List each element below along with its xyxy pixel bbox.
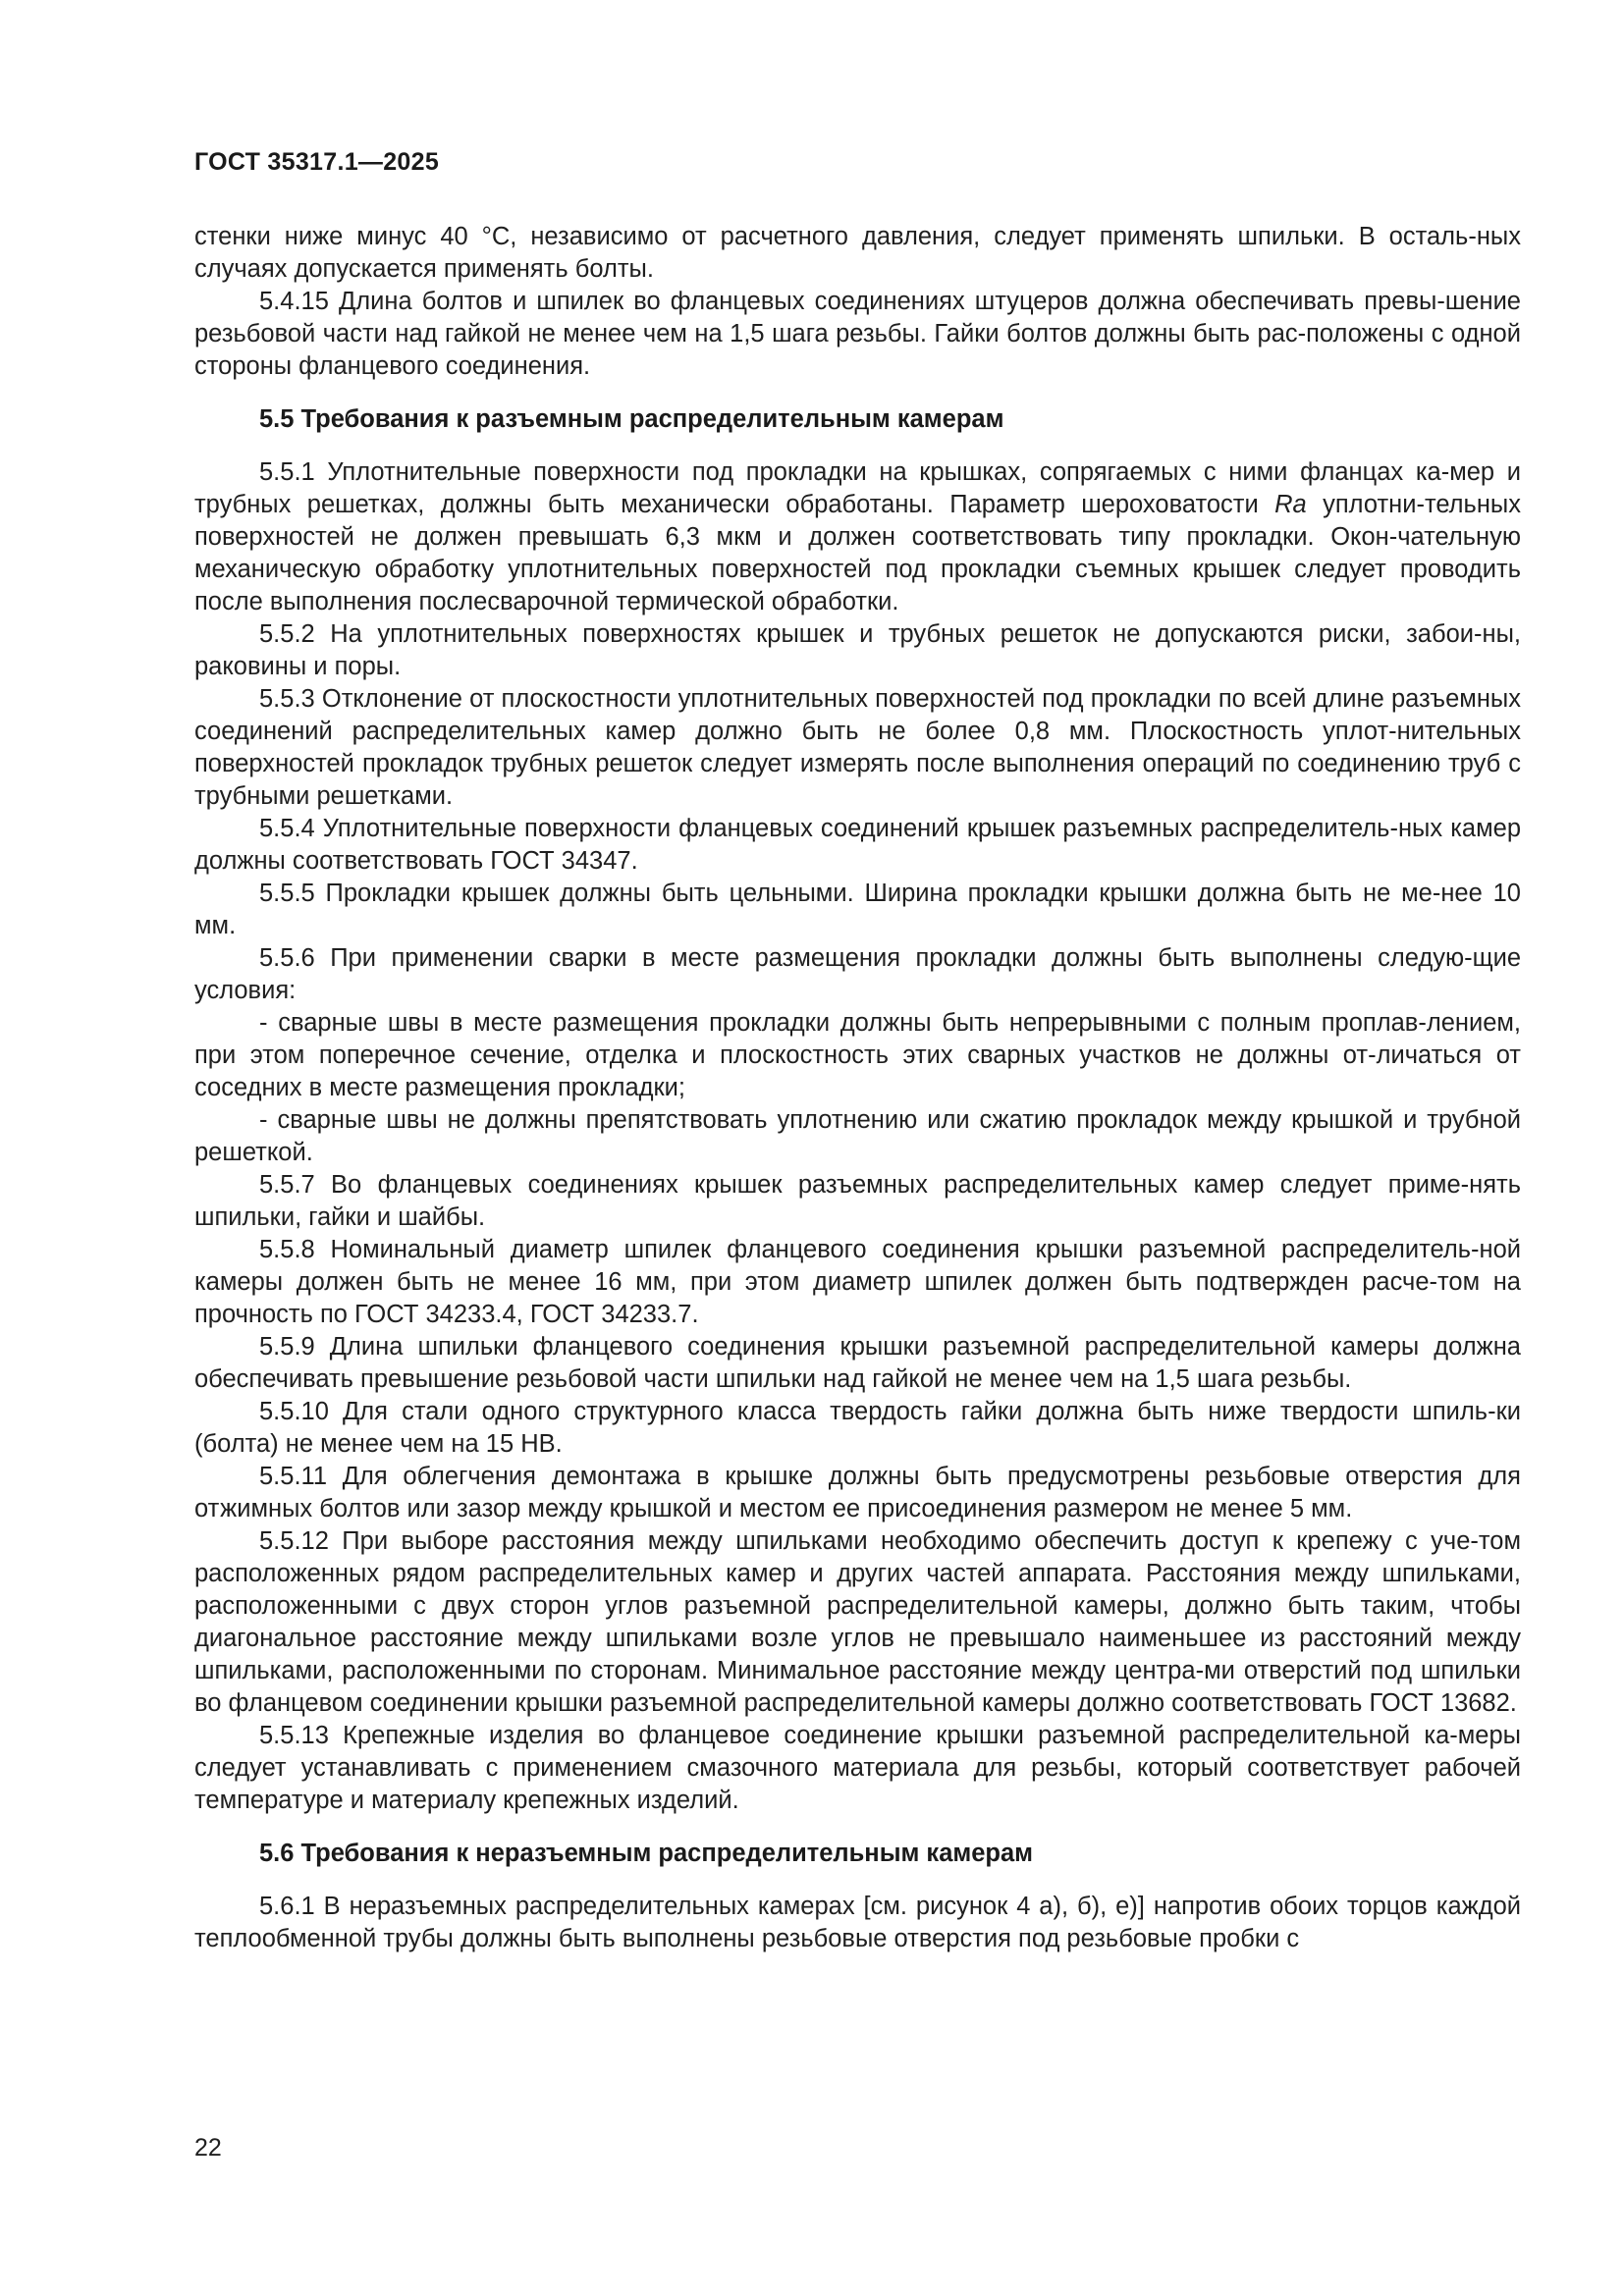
paragraph-5-5-9: 5.5.9 Длина шпильки фланцевого соединения крышки разъемной распределительной камеры должна обеспечивать превышение резьбовой части шпильки над гайкой не менее чем на 1,5 шага резьбы. (194, 1333, 1521, 1393)
paragraph-5-5-2: 5.5.2 На уплотнительных поверхностях крышек и трубных решеток не допускаются риски, забои-ны, раковины и поры. (194, 620, 1521, 680)
paragraph-5-5-7: 5.5.7 Во фланцевых соединениях крышек разъемных распределительных камер следует приме-нять шпильки, гайки и шайбы. (194, 1171, 1521, 1231)
section-heading-5-5: 5.5 Требования к разъемным распределительным камерам (259, 405, 1004, 433)
paragraph-5-5-11: 5.5.11 Для облегчения демонтажа в крышке должны быть предусмотрены резьбовые отверстия для отжимных болтов или зазор между крышкой и местом ее присоединения размером не менее 5 мм. (194, 1463, 1521, 1522)
page-number: 22 (194, 2134, 222, 2162)
paragraph-5-5-1-part-a: 5.5.1 Уплотнительные поверхности под прокладки на крышках, сопрягаемых с ними фланцах ка-мер и трубных решетках, должны быть механически обработаны. Параметр шероховатости (194, 458, 1521, 518)
paragraph-5-5-13: 5.5.13 Крепежные изделия во фланцевое соединение крышки разъемной распределительной ка-меры следует устанавливать с применением смазочного материала для резьбы, который соответствует рабочей температуре и материалу крепежных изделий. (194, 1722, 1521, 1814)
paragraph-5-6-1: 5.6.1 В неразъемных распределительных камерах [см. рисунок 4 а), б), е)] напротив обоих торцов каждой теплообменной трубы должны быть выполнены резьбовые отверстия под резьбовые пробки с (194, 1893, 1521, 1952)
paragraph-5-4-15: 5.4.15 Длина болтов и шпилек во фланцевых соединениях штуцеров должна обеспечивать превы-шение резьбовой части над гайкой не менее чем на 1,5 шага резьбы. Гайки болтов должны быть рас-положены с одной стороны фланцевого соединения. (194, 288, 1521, 380)
document-header: ГОСТ 35317.1—2025 (194, 148, 440, 176)
paragraph-5-5-10: 5.5.10 Для стали одного структурного класса твердость гайки должна быть ниже твердости шпиль-ки (болта) не менее чем на 15 НВ. (194, 1398, 1521, 1458)
paragraph-5-5-12: 5.5.12 При выборе расстояния между шпильками необходимо обеспечить доступ к крепежу с уче-том расположенных рядом распределительных камер и других частей аппарата. Расстояния между шпильками, расположенными с двух сторон углов разъемной распределительной камеры, должно быть таким, чтобы диагональное расстояние между шпильками возле углов не превышало наименьшее из расстояний между шпильками, расположенными по сторонам. Минимальное расстояние между центра-ми отверстий под шпильки во фланцевом соединении крышки разъемной распределительной камеры должно соответствовать ГОСТ 13682. (194, 1527, 1521, 1717)
section-heading-5-6: 5.6 Требования к неразъемным распределительным камерам (259, 1840, 1034, 1867)
list-item-5-5-6-a: - сварные швы в месте размещения прокладки должны быть непрерывными с полным проплав-лением, при этом поперечное сечение, отделка и плоскостность этих сварных участков не должны от-личаться от соседних в месте размещения прокладки; (194, 1009, 1521, 1101)
paragraph-5-5-1 (194, 456, 1521, 618)
document-body (194, 221, 1521, 1955)
paragraph-5-5-3: 5.5.3 Отклонение от плоскостности уплотнительных поверхностей под прокладки по всей длине разъемных соединений распределительных камер должно быть не более 0,8 мм. Плоскостность уплот-нительных поверхностей прокладок трубных решеток следует измерять после выполнения операций по соединению труб с трубными решетками. (194, 685, 1521, 810)
list-item-5-5-6-b: - сварные швы не должны препятствовать уплотнению или сжатию прокладок между крышкой и трубной решеткой. (194, 1106, 1521, 1166)
paragraph-5-5-4: 5.5.4 Уплотнительные поверхности фланцевых соединений крышек разъемных распределитель-ных камер должны соответствовать ГОСТ 34347. (194, 815, 1521, 875)
paragraph-5-5-6: 5.5.6 При применении сварки в месте размещения прокладки должны быть выполнены следую-щие условия: (194, 944, 1521, 1004)
paragraph-continuation: стенки ниже минус 40 °С, независимо от расчетного давления, следует применять шпильки. В осталь-ных случаях допускается применять болты. (194, 223, 1521, 283)
roughness-parameter-ra: Ra (1274, 491, 1307, 518)
paragraph-5-5-5: 5.5.5 Прокладки крышек должны быть цельными. Ширина прокладки крышки должна быть не ме-нее 10 мм. (194, 880, 1521, 939)
paragraph-5-5-8: 5.5.8 Номинальный диаметр шпилек фланцевого соединения крышки разъемной распределитель-ной камеры должен быть не менее 16 мм, при этом диаметр шпилек должен быть подтвержден расче-том на прочность по ГОСТ 34233.4, ГОСТ 34233.7. (194, 1236, 1521, 1328)
paragraph-5-5-1-part-b: уплотни-тельных поверхностей не должен превышать 6,3 мкм и должен соответствовать типу прокладки. Окон-чательную механическую обработку уплотнительных поверхностей под прокладки съемных крышек следует проводить после выполнения послесварочной термической обработки. (194, 491, 1522, 615)
